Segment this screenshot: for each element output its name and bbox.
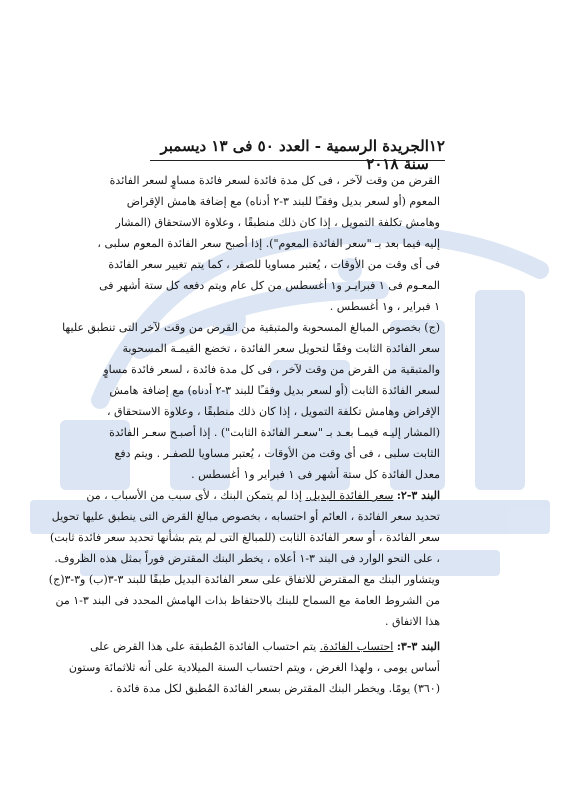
text-line: الثابت سلبى ، فى أى وقت من الأوقات ، يُعتبر مساويا للصفـر . ويتم دفع (114, 447, 440, 460)
section-title: سعر الفائدة البديل. (305, 489, 394, 502)
section-3-2 (48, 485, 440, 632)
text-line: معدل الفائدة كل ستة أشهر فى ١ فبراير و١ أغسطس . (191, 468, 440, 481)
text-line: ، على النحو الوارد فى البند ٣-١ أعلاه ، يخطر البنك المقترض فوراً بمثل هذه الظروف. (54, 552, 440, 565)
text-line: ١ فبراير ، و١ أغسطس . (329, 300, 440, 313)
text-line: تحديد سعر الفائدة ، العائم أو احتسابه ، بخصوص مبالغ القرض التى ينطبق عليها تحويل (51, 510, 440, 523)
section-heading: البند ٣-٢: (396, 489, 440, 502)
text-line: من الشروط العامة مع السماح للبنك بالاحتفاظ بذات الهامش المحدد فى البند ٣-١ من (55, 594, 440, 607)
text-line: القرض من وقت لآخر ، فى كل مدة فائدة لسعر فائدة مساوٍ لسعر الفائدة (109, 174, 440, 187)
text-line: هذا الاتفاق . (385, 615, 440, 628)
section-3-3 (68, 636, 440, 699)
section-text: يتم احتساب الفائدة المُطبقة على هذا القرض على (90, 640, 317, 653)
paragraph-fixed-rate (62, 317, 440, 485)
section-heading: البند ٣-٣: (396, 640, 440, 653)
document-body (48, 170, 440, 699)
text-line: (٣٦٠) يومًا. ويخطر البنك المقترض بسعر الفائدة المُطبق لكل مدة فائدة . (109, 682, 440, 695)
text-line: سعر الفائدة الثابت وفقًا لتحويل سعر الفائدة ، تخضع القيمـة المسحوبة (122, 342, 440, 355)
header-divider (150, 160, 445, 161)
text-line: الإقراض وهامش تكلفة التمويل ، إذا كان ذلك منطبقًا ، وعلاوة الاستحقاق ، (106, 405, 440, 418)
text-line: (ج) بخصوص المبالغ المسحوبة والمتبقية من القرض من وقت لآخر التى تنطبق عليها (62, 321, 440, 334)
text-line: ويتشاور البنك مع المقترض للاتفاق على سعر الفائدة البديل طبقًا للبند ٣-٣(ب) و٣-٣(ج) (48, 573, 440, 586)
text-line: المعوم (أو لسعر بديل وفقـًا للبند ٣-٢ أدناه) مع إضافة هامش الإقراض (126, 195, 440, 208)
text-line: لسعر الفائدة الثابت (أو لسعر بديل وفقـًا للبند ٣-٢ أدناه) مع إضافة هامش (109, 384, 440, 397)
text-line: إليه فيما بعد بـ "سعر الفائدة المعوم"). إذا أصبح سعر الفائدة المعوم سلبى ، (97, 237, 440, 250)
section-first-line (90, 636, 440, 657)
text-line: والمتبقية من القرض من وقت لآخر ، فى كل مدة فائدة ، لسعر فائدة مساوٍ (103, 363, 440, 376)
section-first-line (86, 485, 440, 506)
text-line: المعـوم فى ١ فبرايـر و١ أغسطس من كل عام ويتم دفعه كل ستة أشهر فى (99, 279, 440, 292)
page-header-title: الجريدة الرسمية - العدد ٥٠ فى ١٣ ديسمبر سنة ٢٠١٨ (160, 137, 429, 173)
text-line: سعر الفائدة ، أو سعر الفائدة الثابت (للمبالغ التى لم يتم بشأنها تحديد سعر فائدة ثابت) (50, 531, 440, 544)
text-line: فى أى وقت من الأوقات ، يُعتبر مساويا للصفر ، كما يتم تغيير سعر الفائدة (108, 258, 440, 271)
text-line: أساس يومى ، ولهذا الغرض ، ويتم احتساب السنة الميلادية على أنه ثلاثمائة وستون (68, 661, 440, 674)
text-line: (المشار إليـه فيمـا بعـد بـ "سعـر الفائدة الثابت") . إذا أصبـح سعـر الفائدة (109, 426, 440, 439)
section-title: احتساب الفائدة. (319, 640, 394, 653)
text-line: وهامش تكلفة التمويل ، إذا كان ذلك منطبقًا ، وعلاوة الاستحقاق (المشار (115, 216, 440, 229)
page-header (150, 137, 445, 173)
page-number: ١٢ (428, 137, 445, 155)
paragraph-floating-rate (97, 170, 440, 317)
section-text: إذا لم يتمكن البنك ، لأى سبب من الأسباب ، من (86, 489, 302, 502)
